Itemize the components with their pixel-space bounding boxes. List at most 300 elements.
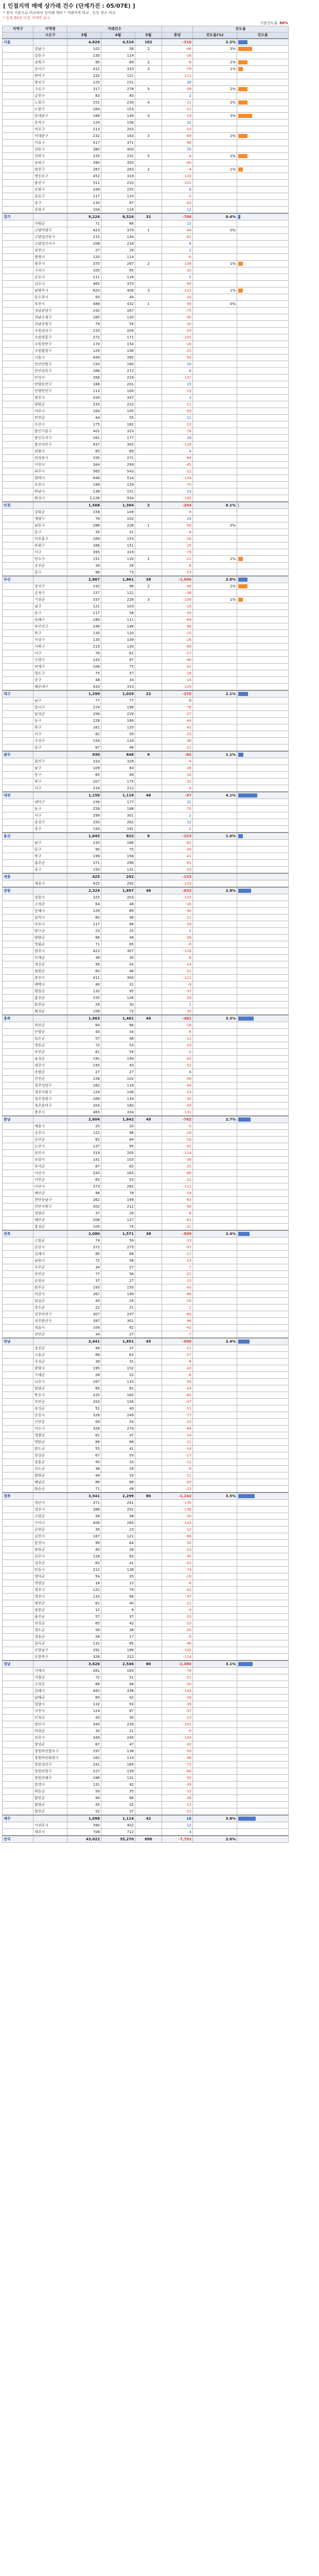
table-row[interactable] — [3, 93, 289, 99]
table-row[interactable] — [3, 247, 289, 254]
cell-sub: 영동군 — [33, 1042, 67, 1049]
table-row[interactable] — [3, 1553, 289, 1560]
table-row[interactable] — [3, 1472, 289, 1479]
table-row[interactable] — [3, 1412, 289, 1419]
table-row[interactable] — [3, 718, 289, 724]
table-row[interactable] — [3, 281, 289, 287]
region-group-row[interactable] — [3, 1660, 289, 1668]
region-group-row[interactable] — [3, 1015, 289, 1022]
region-group-row[interactable] — [3, 873, 289, 880]
table-row[interactable] — [3, 1452, 289, 1459]
table-row[interactable] — [3, 1298, 289, 1304]
table-row[interactable] — [3, 1694, 289, 1701]
table-row[interactable] — [3, 1782, 289, 1788]
table-row[interactable] — [3, 1668, 289, 1674]
progress-bar-track — [238, 1514, 287, 1519]
table-row[interactable] — [3, 200, 289, 207]
table-row[interactable] — [3, 698, 289, 704]
table-row[interactable] — [3, 113, 289, 120]
table-row[interactable] — [3, 509, 289, 516]
cell-m4: 130 — [101, 556, 135, 563]
table-row[interactable] — [3, 840, 289, 846]
table-row[interactable] — [3, 1143, 289, 1150]
table-row[interactable] — [3, 1748, 289, 1755]
table-row[interactable] — [3, 1318, 289, 1325]
table-row[interactable] — [3, 799, 289, 806]
table-row[interactable] — [3, 442, 289, 448]
table-row[interactable] — [3, 1109, 289, 1116]
table-row[interactable] — [3, 53, 289, 59]
table-row[interactable] — [3, 981, 289, 988]
table-row[interactable] — [3, 1520, 289, 1527]
table-row[interactable] — [3, 1600, 289, 1607]
table-row[interactable] — [3, 1654, 289, 1661]
table-row[interactable] — [3, 610, 289, 617]
table-row[interactable] — [3, 1808, 289, 1816]
table-row[interactable] — [3, 1123, 289, 1130]
table-row[interactable] — [3, 1069, 289, 1076]
table-row[interactable] — [3, 1076, 289, 1082]
table-row[interactable] — [3, 1204, 289, 1210]
table-row[interactable] — [3, 1419, 289, 1426]
table-row[interactable] — [3, 765, 289, 772]
table-row[interactable] — [3, 375, 289, 381]
table-row[interactable] — [3, 846, 289, 853]
region-group-row[interactable] — [3, 690, 289, 698]
region-group-row[interactable] — [3, 1230, 289, 1238]
table-row[interactable] — [3, 563, 289, 569]
table-row[interactable] — [3, 1580, 289, 1587]
table-row[interactable] — [3, 153, 289, 160]
table-row[interactable] — [3, 806, 289, 812]
table-row[interactable] — [3, 1540, 289, 1547]
header-top-4[interactable]: 진도율 — [193, 26, 289, 32]
table-row[interactable] — [3, 1620, 289, 1627]
table-row[interactable] — [3, 637, 289, 643]
table-row[interactable] — [3, 1264, 289, 1271]
table-row[interactable] — [3, 908, 289, 914]
table-row[interactable] — [3, 597, 289, 603]
table-row[interactable] — [3, 1224, 289, 1231]
cell-m3: 67 — [67, 744, 101, 752]
table-row[interactable] — [3, 731, 289, 738]
table-row[interactable] — [3, 160, 289, 166]
table-row[interactable] — [3, 267, 289, 274]
table-row[interactable] — [3, 1466, 289, 1472]
table-row[interactable] — [3, 1170, 289, 1177]
progress-bar-track — [238, 1480, 287, 1485]
table-row[interactable] — [3, 819, 289, 826]
table-row[interactable] — [3, 935, 289, 941]
table-row[interactable] — [3, 1392, 289, 1399]
table-row[interactable] — [3, 941, 289, 948]
table-row[interactable] — [3, 408, 289, 415]
table-row[interactable] — [3, 1681, 289, 1688]
table-row[interactable] — [3, 603, 289, 610]
cell-change: 5 — [162, 274, 193, 281]
table-row[interactable] — [3, 1190, 289, 1197]
table-row[interactable] — [3, 468, 289, 475]
table-row[interactable] — [3, 1036, 289, 1042]
table-row[interactable] — [3, 1150, 289, 1157]
table-row[interactable] — [3, 968, 289, 975]
table-row[interactable] — [3, 1741, 289, 1748]
region-group-row[interactable] — [3, 887, 289, 894]
table-row[interactable] — [3, 1674, 289, 1681]
table-row[interactable] — [3, 1372, 289, 1379]
region-group-row[interactable] — [3, 502, 289, 509]
header-top-3[interactable] — [162, 26, 193, 32]
region-group-row[interactable] — [3, 1815, 289, 1822]
table-row[interactable] — [3, 1647, 289, 1654]
table-row[interactable] — [3, 643, 289, 650]
table-row[interactable] — [3, 261, 289, 267]
table-row[interactable] — [3, 488, 289, 495]
table-row[interactable] — [3, 1251, 289, 1258]
table-row[interactable] — [3, 630, 289, 637]
header-chg[interactable]: 증감 — [162, 32, 193, 39]
table-row[interactable] — [3, 1500, 289, 1506]
table-row[interactable] — [3, 1527, 289, 1533]
table-row[interactable] — [3, 1567, 289, 1573]
table-row[interactable] — [3, 274, 289, 281]
table-row[interactable] — [3, 948, 289, 955]
table-row[interactable] — [3, 133, 289, 140]
table-row[interactable] — [3, 1788, 289, 1795]
cell-region — [3, 1163, 33, 1170]
cell-m3: 228 — [67, 718, 101, 724]
table-row[interactable] — [3, 1802, 289, 1808]
table-row[interactable] — [3, 59, 289, 66]
table-row[interactable] — [3, 140, 289, 146]
table-row[interactable] — [3, 1244, 289, 1251]
table-row[interactable] — [3, 1062, 289, 1069]
table-row[interactable] — [3, 1399, 289, 1405]
table-row[interactable] — [3, 1042, 289, 1049]
table-row[interactable] — [3, 529, 289, 536]
table-row[interactable] — [3, 354, 289, 361]
progress-bar-track — [238, 1258, 287, 1263]
table-row[interactable] — [3, 475, 289, 482]
table-row[interactable] — [3, 1082, 289, 1089]
table-row[interactable] — [3, 1822, 289, 1829]
table-row[interactable] — [3, 853, 289, 860]
region-group-row[interactable] — [3, 751, 289, 758]
cell-m4: 65 — [101, 941, 135, 948]
table-row[interactable] — [3, 421, 289, 428]
table-row[interactable] — [3, 1761, 289, 1768]
header-m3[interactable]: 3월 — [67, 32, 101, 39]
table-row[interactable] — [3, 314, 289, 321]
table-row[interactable] — [3, 1573, 289, 1580]
table-row[interactable] — [3, 772, 289, 778]
table-row[interactable] — [3, 569, 289, 577]
table-row[interactable] — [3, 1627, 289, 1634]
table-row[interactable] — [3, 1278, 289, 1284]
table-row[interactable] — [3, 180, 289, 187]
table-row[interactable] — [3, 1352, 289, 1359]
table-row[interactable] — [3, 448, 289, 455]
cell-sub — [33, 1493, 67, 1500]
table-row[interactable] — [3, 99, 289, 106]
table-row[interactable] — [3, 657, 289, 664]
table-row[interactable] — [3, 381, 289, 388]
table-row[interactable] — [3, 1103, 289, 1109]
table-row[interactable] — [3, 1304, 289, 1311]
header-m4[interactable]: 4월 — [101, 32, 135, 39]
table-row[interactable] — [3, 684, 289, 691]
table-row[interactable] — [3, 1607, 289, 1614]
table-row[interactable] — [3, 435, 289, 442]
table-row[interactable] — [3, 516, 289, 522]
table-row[interactable] — [3, 1479, 289, 1486]
header-region[interactable]: 지역구 — [3, 26, 33, 32]
cell-pct: 1.1% — [193, 751, 237, 758]
table-row[interactable] — [3, 294, 289, 301]
table-row[interactable] — [3, 1311, 289, 1318]
table-row[interactable] — [3, 901, 289, 908]
region-group-row[interactable] — [3, 1338, 289, 1345]
table-row[interactable] — [3, 254, 289, 261]
table-row[interactable] — [3, 677, 289, 684]
table-row[interactable] — [3, 1688, 289, 1694]
table-row[interactable] — [3, 1547, 289, 1553]
table-row[interactable] — [3, 549, 289, 556]
header-m5[interactable]: 5월 — [135, 32, 162, 39]
table-row[interactable] — [3, 1137, 289, 1143]
table-row[interactable] — [3, 1291, 289, 1298]
table-row[interactable] — [3, 234, 289, 241]
table-row[interactable] — [3, 894, 289, 901]
table-row[interactable] — [3, 395, 289, 401]
table-row[interactable] — [3, 955, 289, 961]
table-row[interactable] — [3, 778, 289, 785]
table-row[interactable] — [3, 79, 289, 86]
table-row[interactable] — [3, 880, 289, 888]
cell-region — [3, 140, 33, 146]
table-row[interactable] — [3, 1405, 289, 1412]
table-row[interactable] — [3, 744, 289, 752]
cell-change: -4 — [162, 166, 193, 173]
table-row[interactable] — [3, 1486, 289, 1493]
table-row[interactable] — [3, 1002, 289, 1008]
table-row[interactable] — [3, 1049, 289, 1056]
table-row[interactable] — [3, 1008, 289, 1015]
region-group-row[interactable] — [3, 792, 289, 799]
table-row[interactable] — [3, 914, 289, 921]
table-row[interactable] — [3, 1056, 289, 1062]
table-row[interactable] — [3, 1728, 289, 1735]
table-row[interactable] — [3, 341, 289, 348]
table-row[interactable] — [3, 146, 289, 153]
table-row[interactable] — [3, 1708, 289, 1715]
table-row[interactable] — [3, 328, 289, 334]
table-row[interactable] — [3, 543, 289, 549]
table-row[interactable] — [3, 120, 289, 126]
table-row[interactable] — [3, 961, 289, 968]
table-row[interactable] — [3, 1634, 289, 1640]
table-row[interactable] — [3, 1755, 289, 1761]
cell-m3: 129 — [67, 908, 101, 914]
table-row[interactable] — [3, 308, 289, 314]
table-row[interactable] — [3, 921, 289, 928]
table-row[interactable] — [3, 812, 289, 819]
table-row[interactable] — [3, 1439, 289, 1446]
table-row[interactable] — [3, 227, 289, 234]
table-row[interactable] — [3, 173, 289, 180]
table-row[interactable] — [3, 1829, 289, 1836]
table-row[interactable] — [3, 826, 289, 833]
table-row[interactable] — [3, 388, 289, 395]
table-row[interactable] — [3, 1379, 289, 1385]
cell-m5 — [135, 247, 162, 254]
table-row[interactable] — [3, 495, 289, 502]
table-row[interactable] — [3, 1177, 289, 1183]
table-row[interactable] — [3, 860, 289, 867]
header-pct[interactable]: 진도율(%) — [193, 32, 237, 39]
table-row[interactable] — [3, 1331, 289, 1338]
table-row[interactable] — [3, 462, 289, 468]
table-row[interactable] — [3, 455, 289, 462]
table-row[interactable] — [3, 1385, 289, 1392]
table-row[interactable] — [3, 1022, 289, 1029]
region-group-row[interactable] — [3, 576, 289, 583]
table-row[interactable] — [3, 348, 289, 354]
table-row[interactable] — [3, 1359, 289, 1365]
table-row[interactable] — [3, 321, 289, 328]
header-bar[interactable]: 진도율 — [237, 32, 289, 39]
table-row[interactable] — [3, 664, 289, 670]
table-row[interactable] — [3, 187, 289, 193]
table-row[interactable] — [3, 1163, 289, 1170]
table-row[interactable] — [3, 73, 289, 79]
table-row[interactable] — [3, 1183, 289, 1190]
cell-m4: 262 — [101, 819, 135, 826]
table-row[interactable] — [3, 988, 289, 995]
table-row[interactable] — [3, 1506, 289, 1513]
table-row[interactable] — [3, 1217, 289, 1224]
table-row[interactable] — [3, 126, 289, 133]
table-row[interactable] — [3, 995, 289, 1002]
table-row[interactable] — [3, 1238, 289, 1244]
table-row[interactable] — [3, 361, 289, 368]
table-row[interactable] — [3, 1715, 289, 1721]
table-row[interactable] — [3, 1594, 289, 1600]
table-row[interactable] — [3, 1533, 289, 1540]
cell-m3: 433 — [67, 684, 101, 691]
table-row[interactable] — [3, 86, 289, 93]
table-row[interactable] — [3, 401, 289, 408]
table-row[interactable] — [3, 193, 289, 200]
table-row[interactable] — [3, 1210, 289, 1217]
table-row[interactable] — [3, 334, 289, 341]
table-row[interactable] — [3, 1640, 289, 1647]
table-row[interactable] — [3, 867, 289, 874]
table-row[interactable] — [3, 1258, 289, 1264]
table-row[interactable] — [3, 1345, 289, 1352]
table-row[interactable] — [3, 785, 289, 792]
table-row[interactable] — [3, 1130, 289, 1137]
table-row[interactable] — [3, 1096, 289, 1103]
table-row[interactable] — [3, 928, 289, 935]
table-row[interactable] — [3, 415, 289, 421]
table-row[interactable] — [3, 704, 289, 711]
table-row[interactable] — [3, 482, 289, 488]
table-row[interactable] — [3, 166, 289, 173]
table-row[interactable] — [3, 724, 289, 731]
table-row[interactable] — [3, 556, 289, 563]
table-row[interactable] — [3, 758, 289, 765]
table-row[interactable] — [3, 623, 289, 630]
table-row[interactable] — [3, 1325, 289, 1331]
table-row[interactable] — [3, 1735, 289, 1741]
table-row[interactable] — [3, 711, 289, 718]
table-row[interactable] — [3, 1089, 289, 1096]
table-row[interactable] — [3, 1197, 289, 1204]
table-row[interactable] — [3, 1365, 289, 1372]
table-row[interactable] — [3, 1795, 289, 1802]
table-row[interactable] — [3, 1513, 289, 1520]
table-row[interactable] — [3, 301, 289, 308]
table-row[interactable] — [3, 650, 289, 657]
table-row[interactable] — [3, 1432, 289, 1439]
table-row[interactable] — [3, 46, 289, 53]
table-row[interactable] — [3, 1721, 289, 1728]
table-row[interactable] — [3, 207, 289, 214]
table-row[interactable] — [3, 1459, 289, 1466]
table-row[interactable] — [3, 1029, 289, 1036]
table-row[interactable] — [3, 1157, 289, 1163]
table-row[interactable] — [3, 66, 289, 73]
table-row[interactable] — [3, 106, 289, 113]
table-row[interactable] — [3, 1768, 289, 1775]
table-row[interactable] — [3, 536, 289, 543]
table-row[interactable] — [3, 368, 289, 375]
cell-m5 — [135, 1452, 162, 1459]
table-row[interactable] — [3, 1587, 289, 1594]
header-top-2[interactable]: 거래건수 — [67, 26, 162, 32]
table-row[interactable] — [3, 738, 289, 744]
region-group-row[interactable] — [3, 833, 289, 840]
table-row[interactable] — [3, 1614, 289, 1620]
table-row[interactable] — [3, 583, 289, 590]
region-group-row[interactable] — [3, 1116, 289, 1123]
table-row[interactable] — [3, 1284, 289, 1291]
table-row[interactable] — [3, 1426, 289, 1432]
table-row[interactable] — [3, 287, 289, 294]
region-group-row[interactable] — [3, 39, 289, 46]
table-row[interactable] — [3, 1775, 289, 1782]
table-row[interactable] — [3, 1271, 289, 1278]
table-row[interactable] — [3, 975, 289, 981]
header-sub[interactable]: 시군구 — [33, 32, 67, 39]
table-row[interactable] — [3, 428, 289, 435]
table-row[interactable] — [3, 1560, 289, 1567]
table-row[interactable] — [3, 241, 289, 247]
table-row[interactable] — [3, 1701, 289, 1708]
progress-bar-track — [238, 637, 287, 642]
table-row[interactable] — [3, 617, 289, 623]
table-row[interactable] — [3, 590, 289, 597]
table-row[interactable] — [3, 1446, 289, 1452]
header-top-1[interactable]: 지역명 — [33, 26, 67, 32]
table-row[interactable] — [3, 221, 289, 227]
cell-m4: 66 — [101, 1795, 135, 1802]
region-group-row[interactable] — [3, 213, 289, 221]
table-row[interactable] — [3, 522, 289, 529]
region-group-row[interactable] — [3, 1493, 289, 1500]
table-row[interactable] — [3, 670, 289, 677]
